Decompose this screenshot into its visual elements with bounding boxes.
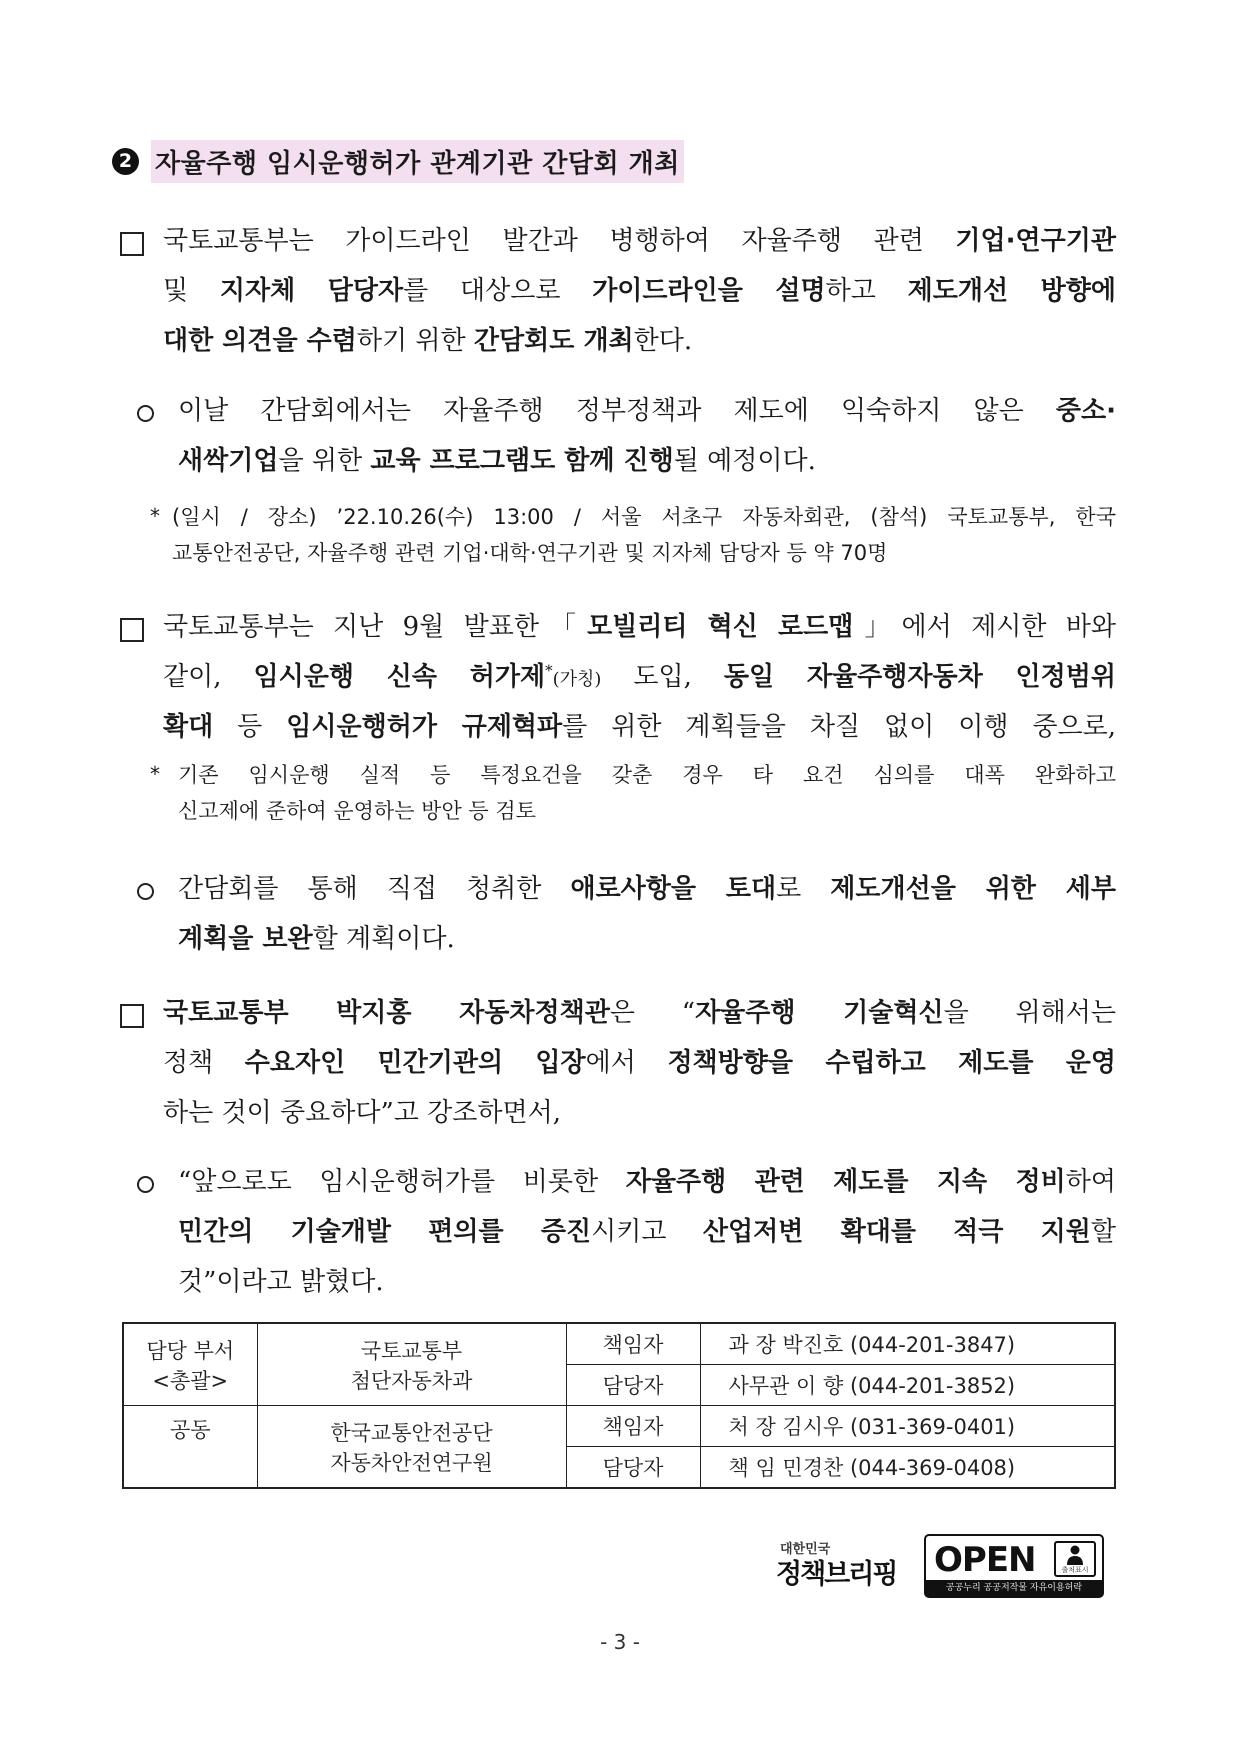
dept-division-name: 첨단자동차과 (350, 1368, 473, 1393)
sub-1-line-1: 이날 간담회에서는 자율주행 정부정책과 제도에 익숙하지 않은 중소· (178, 396, 1116, 426)
asterisk-marker: * (150, 762, 160, 786)
sub-3-line-2: 민간의 기술개발 편의를 증진시키고 산업저변 확대를 적극 지원할 (178, 1217, 1116, 1247)
briefing-logo-small: 대한민국 (780, 1542, 831, 1557)
dept-org-cell (257, 1323, 566, 1406)
sub-3-line-1: “앞으로도 임시운행허가를 비롯한 자율주행 관련 제도를 지속 정비하여 (178, 1167, 1116, 1197)
open-logo-text: OPEN (934, 1540, 1036, 1580)
circle-bullet-icon (137, 1176, 154, 1193)
paragraph-1-line-2: 및 지자체 담당자를 대상으로 가이드라인을 설명하고 제도개선 방향에 (163, 276, 1116, 306)
joint-org-name: 한국교통안전공단 (330, 1420, 493, 1445)
paragraph-2-line-2: 같이, 임시운행 신속 허가제*(가칭) 도입, 동일 자율주행자동차 인정범위 (163, 661, 1116, 692)
heading-number: 2 (112, 148, 139, 175)
note-2-line-2: 신고제에 준하여 운영하는 방안 등 검토 (178, 799, 536, 823)
role-cell: 책임자 (566, 1406, 700, 1447)
sub-2-line-1: 간담회를 통해 직접 청취한 애로사항을 토대로 제도개선을 위한 세부 (178, 874, 1116, 904)
square-bullet-icon (120, 618, 144, 642)
joint-org-cell (257, 1406, 566, 1489)
note-1-line-2: 교통안전공단, 자율주행 관련 기업·대학·연구기관 및 지자체 담당자 등 약 70명 (172, 541, 888, 565)
role-cell: 책임자 (566, 1323, 700, 1365)
person-cell: 과 장 박진호 (044-201-3847) (700, 1323, 1115, 1365)
dept-label: 담당 부서 (146, 1338, 235, 1363)
square-bullet-icon (120, 1004, 144, 1028)
page-number: - 3 - (600, 1630, 640, 1654)
person-cell: 책 임 민경찬 (044-369-0408) (700, 1447, 1115, 1489)
dept-org-name: 국토교통부 (360, 1338, 463, 1363)
circle-bullet-icon (137, 405, 154, 422)
paragraph-1-line-3: 대한 의견을 수렴하기 위한 간담회도 개최한다. (163, 326, 693, 356)
dept-label-cell (123, 1323, 257, 1406)
section-heading (112, 140, 684, 182)
person-cell: 사무관 이 향 (044-201-3852) (700, 1365, 1115, 1406)
open-license-logo (924, 1534, 1104, 1598)
asterisk-marker: * (150, 504, 160, 528)
note-2-line-1: 기존 임시운행 실적 등 특정요건을 갖춘 경우 타 요건 심의를 대폭 완화하고 (178, 763, 1116, 787)
table-row (123, 1323, 1115, 1365)
paragraph-1-line-1: 국토교통부는 가이드라인 발간과 병행하여 자율주행 관련 기업·연구기관 (163, 226, 1116, 256)
paragraph-2-line-3: 확대 등 임시운행허가 규제혁파를 위한 계획들을 차질 없이 이행 중으로, (163, 712, 1116, 742)
person-cell: 처 장 김시우 (031-369-0401) (700, 1406, 1115, 1447)
joint-division-name: 자동차안전연구원 (330, 1450, 493, 1475)
sub-1-line-2: 새싹기업을 위한 교육 프로그램도 함께 진행될 예정이다. (178, 446, 816, 476)
sub-3-line-3: 것”이라고 밝혔다. (178, 1267, 384, 1297)
paragraph-3-line-1: 국토교통부 박지홍 자동차정책관은 “자율주행 기술혁신을 위해서는 (163, 998, 1116, 1028)
joint-label: 공동 (169, 1418, 211, 1442)
joint-label-cell (123, 1406, 257, 1489)
heading-text: 자율주행 임시운행허가 관계기관 간담회 개최 (151, 140, 684, 183)
attribution-badge-icon (1054, 1541, 1096, 1577)
table-row (123, 1406, 1115, 1447)
circle-bullet-icon (137, 883, 154, 900)
role-cell: 담당자 (566, 1365, 700, 1406)
sub-2-line-2: 계획을 보완할 계획이다. (178, 924, 455, 954)
paragraph-3-line-2: 정책 수요자인 민간기관의 입장에서 정책방향을 수립하고 제도를 운영 (163, 1048, 1117, 1078)
badge-label: 출처표시 (1061, 1566, 1089, 1574)
paragraph-3-line-3: 하는 것이 중요하다”고 강조하면서, (163, 1098, 561, 1128)
briefing-logo-big: 정책브리핑 (776, 1559, 897, 1590)
policy-briefing-logo (776, 1538, 902, 1594)
role-cell: 담당자 (566, 1447, 700, 1489)
square-bullet-icon (120, 232, 144, 256)
paragraph-2-line-1: 국토교통부는 지난 9월 발표한「모빌리티 혁신 로드맵」에서 제시한 바와 (163, 612, 1116, 642)
contact-table (122, 1322, 1116, 1489)
note-1-line-1: (일시 / 장소) ’22.10.26(수) 13:00 / 서울 서초구 자동차회관, (참석) 국토교통부, 한국 (172, 505, 1116, 529)
person-icon (1056, 1543, 1094, 1567)
open-logo-footer: 공공누리 공공저작물 자유이용허락 (926, 1580, 1102, 1596)
dept-sub-label: <총괄> (152, 1368, 229, 1393)
